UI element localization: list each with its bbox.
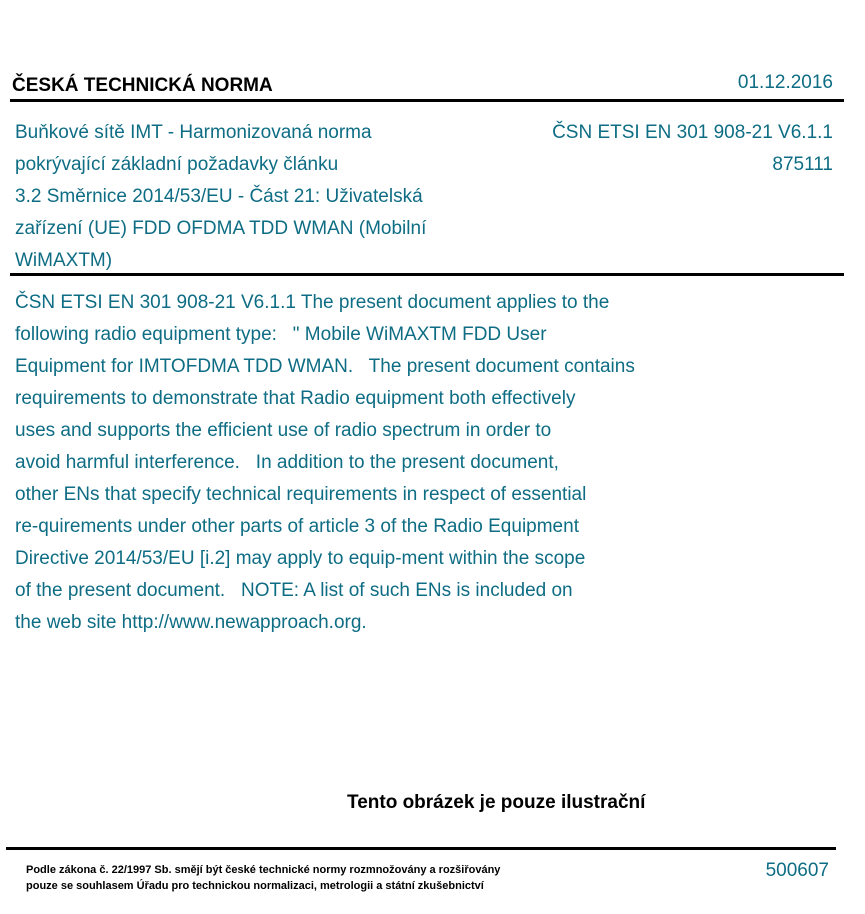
document-title	[15, 117, 505, 277]
title-line: Buňkové sítě IMT - Harmonizovaná norma	[15, 122, 372, 143]
abstract-line: ČSN ETSI EN 301 908-21 V6.1.1 The present document applies to the	[15, 292, 610, 313]
legal-line: Podle zákona č. 22/1997 Sb. smějí být české technické normy rozmnožovány a rozšiřovány	[26, 864, 501, 876]
abstract-line: avoid harmful interference. In addition to the present document,	[15, 452, 559, 473]
class-code: 875111	[772, 154, 833, 175]
abstract-line: other ENs that specify technical requirements in respect of essential	[15, 484, 587, 505]
title-line: WiMAXTM)	[15, 250, 113, 271]
norm-type-label: ČESKÁ TECHNICKÁ NORMA	[12, 75, 273, 96]
catalog-number: 500607	[765, 860, 829, 881]
title-line: zařízení (UE) FDD OFDMA TDD WMAN (Mobilní	[15, 218, 427, 239]
illustration-note: Tento obrázek je pouze ilustrační	[347, 792, 646, 813]
header-divider	[10, 99, 844, 102]
abstract-line: uses and supports the efficient use of radio spectrum in order to	[15, 420, 552, 441]
legal-line: pouze se souhlasem Úřadu pro technickou normalizaci, metrologii a státní zkušebnictví	[26, 880, 484, 892]
standard-identifier	[552, 117, 833, 181]
title-divider	[10, 273, 844, 276]
abstract-line: of the present document. NOTE: A list of such ENs is included on	[15, 580, 573, 601]
abstract-line: re-quirements under other parts of article 3 of the Radio Equipment	[15, 516, 579, 537]
abstract-line: following radio equipment type: " Mobile WiMAXTM FDD User	[15, 324, 547, 345]
abstract-line: Directive 2014/53/EU [i.2] may apply to equip-ment within the scope	[15, 548, 586, 569]
standard-number: ČSN ETSI EN 301 908-21 V6.1.1	[552, 122, 833, 143]
title-line: 3.2 Směrnice 2014/53/EU - Část 21: Uživatelská	[15, 186, 423, 207]
title-line: pokrývající základní požadavky článku	[15, 154, 339, 175]
footer-divider	[6, 847, 836, 850]
abstract-line: requirements to demonstrate that Radio equipment both effectively	[15, 388, 576, 409]
publication-date: 01.12.2016	[737, 72, 833, 93]
abstract-line: Equipment for IMTOFDMA TDD WMAN. The present document contains	[15, 356, 635, 377]
abstract-line: the web site http://www.newapproach.org.	[15, 612, 367, 633]
abstract-text	[15, 287, 735, 639]
legal-notice	[26, 862, 500, 894]
